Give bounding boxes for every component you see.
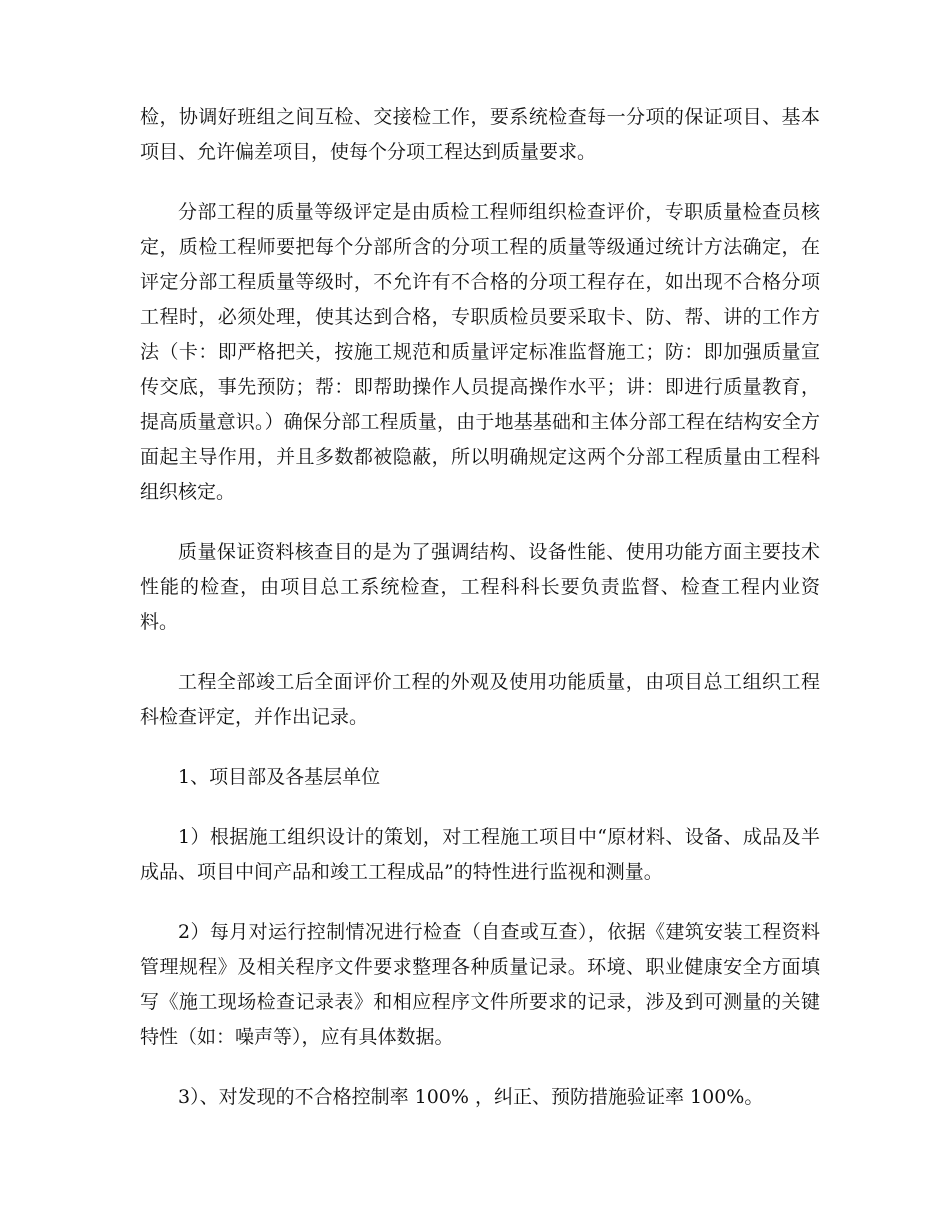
paragraph-quality-assurance-review: 质量保证资料核查目的是为了强调结构、设备性能、使用功能方面主要技术性能的检查，由项目总工系统检查，工程科科长要负责监督、检查工程内业资料。 xyxy=(140,541,820,633)
list-item-2: 2）每月对运行控制情况进行检查（自查或互查），依据《建筑安装工程资料管理规程》及相关程序文件要求整理各种质量记录。环境、职业健康安全方面填写《施工现场检查记录表》和相应程序文件所要求的记录，涉及到可测量的关键特性（如：噪声等），应有具体数据。 xyxy=(140,921,820,1048)
list-item-1: 1）根据施工组织设计的策划，对工程施工项目中“原材料、设备、成品及半成品、项目中间产品和竣工工程成品”的特性进行监视和测量。 xyxy=(140,826,820,883)
document-body xyxy=(140,100,820,1140)
paragraph-sub-division-evaluation: 分部工程的质量等级评定是由质检工程师组织检查评价，专职质量检查员核定，质检工程师要把每个分部所含的分项工程的质量等级通过统计方法确定，在评定分部工程质量等级时，不允许有不合格的分项工程存在，如出现不合格分项工程时，必须处理，使其达到合格，专职质检员要采取卡、防、帮、讲的工作方法（卡：即严格把关，按施工规范和质量评定标准监督施工；防：即加强质量宣传交底，事先预防；帮：即帮助操作人员提高操作水平；讲：即进行质量教育，提高质量意识。）确保分部工程质量，由于地基基础和主体分部工程在结构安全方面起主导作用，并且多数都被隐蔽，所以明确规定这两个分部工程质量由工程科组织核定。 xyxy=(140,201,820,503)
section-heading-project-units: 1、项目部及各基层单位 xyxy=(178,766,381,788)
paragraph-completion-evaluation: 工程全部竣工后全面评价工程的外观及使用功能质量，由项目总工组织工程科检查评定，并作出记录。 xyxy=(140,671,820,728)
paragraph-continuation: 检，协调好班组之间互检、交接检工作，要系统检查每一分项的保证项目、基本项目、允许偏差项目，使每个分项工程达到质量要求。 xyxy=(140,106,820,163)
list-item-3: 3）、对发现的不合格控制率 100% ，纠正、预防措施验证率 100%。 xyxy=(178,1086,764,1108)
